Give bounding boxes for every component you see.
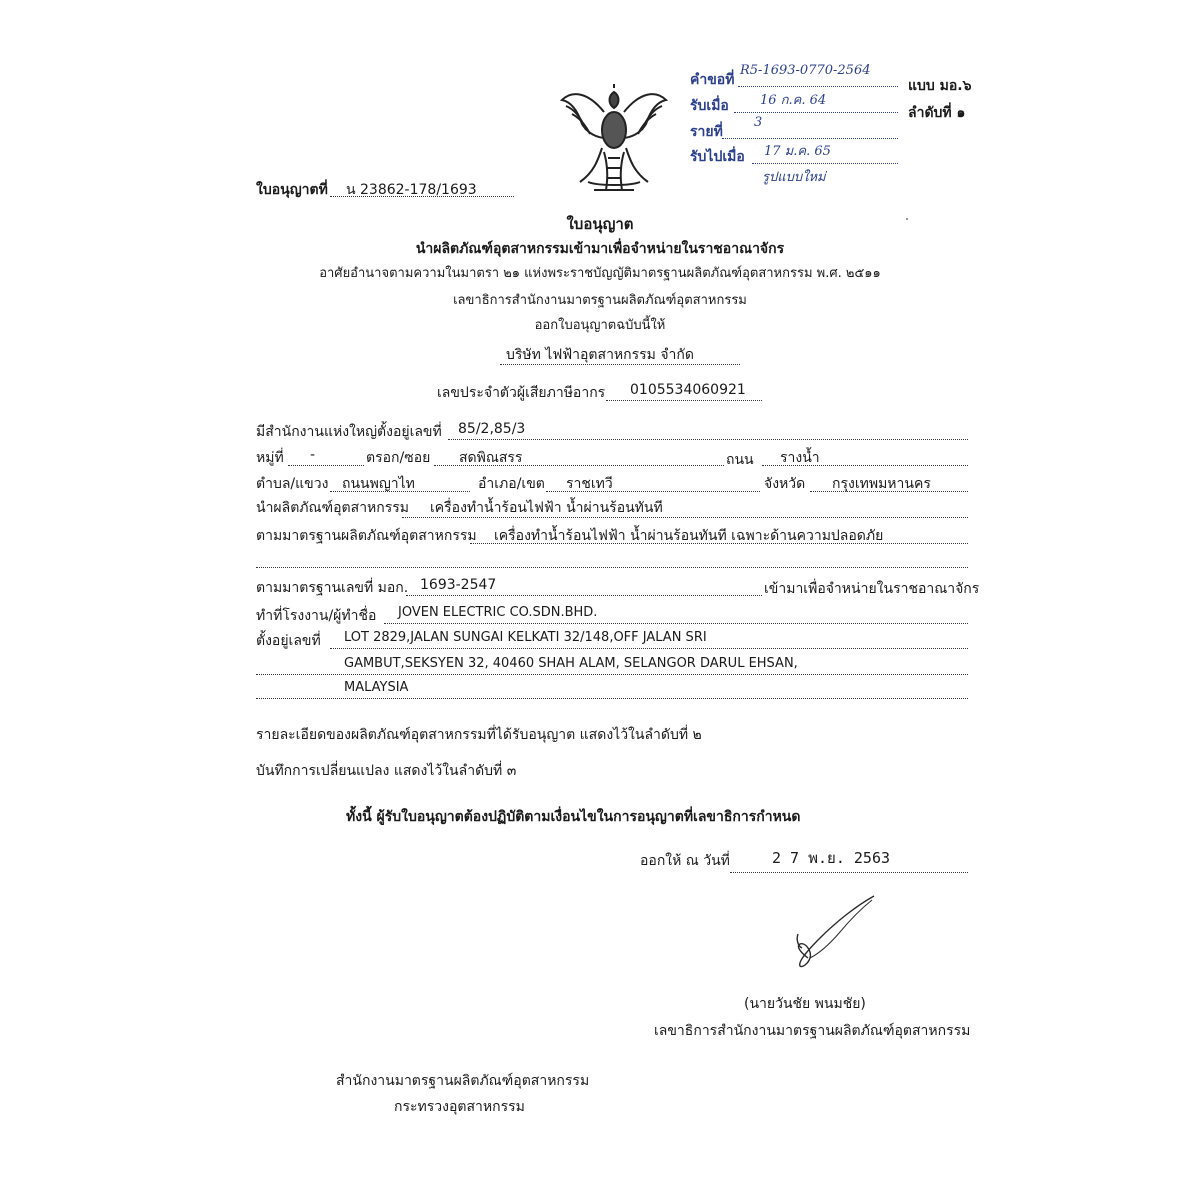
manufacturer-address-line: LOT 2829,JALAN SUNGAI KELKATI 32/148,OFF JALAN SRI	[344, 630, 707, 645]
form-code: แบบ มอ.๖	[908, 78, 972, 94]
subdistrict-value: ถนนพญาไท	[342, 476, 415, 492]
received-label: รับเมื่อ	[690, 98, 729, 114]
moo-value: -	[310, 447, 316, 463]
signatory-title: เลขาธิการสำนักงานมาตรฐานผลิตภัณฑ์อุตสาหกรรม	[654, 1023, 971, 1039]
scan-speck	[906, 218, 908, 220]
garuda-emblem-icon	[558, 82, 670, 196]
tax-id: 0105534060921	[630, 382, 746, 398]
document-title: ใบอนุญาต	[566, 215, 634, 233]
office-number: 85/2,85/3	[458, 421, 526, 437]
manufacturer-address-line: MALAYSIA	[344, 680, 409, 695]
product-label: นำผลิตภัณฑ์อุตสาหกรรม	[256, 500, 410, 516]
tis-label: ตามมาตรฐานเลขที่ มอก.	[256, 580, 409, 596]
license-number-label: ใบอนุญาตที่	[256, 182, 328, 198]
received-date: 16 ก.ค. 64	[760, 93, 827, 108]
moo-label: หมู่ที่	[256, 450, 284, 466]
request-label: คำขอที่	[690, 72, 735, 88]
manufacturer-address-line: GAMBUT,SEKSYEN 32, 40460 SHAH ALAM, SELANGOR DARUL EHSAN,	[344, 656, 798, 671]
condition-note: ทั้งนี้ ผู้รับใบอนุญาตต้องปฏิบัติตามเงื่อนไขในการอนุญาตที่เลขาธิการกำหนด	[346, 809, 801, 825]
district-label: อำเภอ/เขต	[478, 476, 545, 492]
request-number: R5-1693-0770-2564	[740, 63, 871, 78]
tis-suffix: เข้ามาเพื่อจำหน่ายในราชอาณาจักร	[764, 581, 980, 597]
product-name: เครื่องทำน้ำร้อนไฟฟ้า น้ำผ่านร้อนทันที	[430, 500, 663, 516]
signature	[784, 890, 884, 974]
issued-date: 2 7 พ.ย. 2563	[772, 849, 891, 867]
company-name: บริษัท ไฟฟ้าอุตสาหกรรม จำกัด	[505, 347, 694, 363]
manufacturer-label: ทำที่โรงงาน/ผู้ทำชื่อ	[256, 608, 377, 624]
footer-office: สำนักงานมาตรฐานผลิตภัณฑ์อุตสาหกรรม	[336, 1073, 590, 1089]
standard-name: เครื่องทำน้ำร้อนไฟฟ้า น้ำผ่านร้อนทันที เฉพาะด้านความปลอดภัย	[494, 528, 884, 544]
road-value: รางน้ำ	[780, 450, 820, 466]
form-sequence: ลำดับที่ ๑	[908, 105, 966, 121]
license-number: น 23862-178/1693	[346, 182, 477, 198]
details-note: รายละเอียดของผลิตภัณฑ์อุตสาหกรรมที่ได้รับอนุญาต แสดงไว้ในลำดับที่ ๒	[256, 727, 702, 743]
dispatched-date: 17 ม.ค. 65	[764, 144, 831, 159]
issue-phrase: ออกใบอนุญาตฉบับนี้ให้	[534, 318, 666, 333]
tax-id-label: เลขประจำตัวผู้เสียภาษีอากร	[437, 385, 606, 401]
soi-value: สดพิณสรร	[459, 450, 523, 466]
footer-ministry: กระทรวงอุตสาหกรรม	[394, 1099, 525, 1115]
office-label: มีสำนักงานแห่งใหญ่ตั้งอยู่เลขที่	[256, 424, 442, 440]
authority-text: อาศัยอำนาจตามความในมาตรา ๒๑ แห่งพระราชบัญญัติมาตรฐานผลิตภัณฑ์อุตสาหกรรม พ.ศ. ๒๕๑๑	[319, 266, 881, 281]
manufacturer-name: JOVEN ELECTRIC CO.SDN.BHD.	[398, 605, 598, 620]
item-label: รายที่	[690, 124, 723, 140]
tis-number: 1693-2547	[420, 577, 497, 593]
item-number: 3	[754, 115, 763, 130]
manufacturer-address-label: ตั้งอยู่เลขที่	[256, 633, 321, 649]
standard-label: ตามมาตรฐานผลิตภัณฑ์อุตสาหกรรม	[256, 528, 477, 544]
dispatched-label: รับไปเมื่อ	[690, 149, 745, 165]
province-value: กรุงเทพมหานคร	[832, 476, 931, 492]
district-value: ราชเทวี	[566, 476, 613, 492]
soi-label: ตรอก/ซอย	[366, 450, 431, 466]
province-label: จังหวัด	[764, 476, 806, 492]
receipt-note: รูปแบบใหม่	[762, 170, 826, 185]
document-subtitle: นำผลิตภัณฑ์อุตสาหกรรมเข้ามาเพื่อจำหน่ายในราชอาณาจักร	[415, 241, 785, 257]
road-label: ถนน	[726, 452, 754, 468]
issued-label: ออกให้ ณ วันที่	[640, 853, 730, 869]
signatory-name: (นายวันชัย พนมชัย)	[744, 996, 866, 1012]
subdistrict-label: ตำบล/แขวง	[256, 476, 329, 492]
issuer-text: เลขาธิการสำนักงานมาตรฐานผลิตภัณฑ์อุตสาหกรรม	[453, 293, 747, 308]
changes-note: บันทึกการเปลี่ยนแปลง แสดงไว้ในลำดับที่ ๓	[256, 763, 517, 779]
